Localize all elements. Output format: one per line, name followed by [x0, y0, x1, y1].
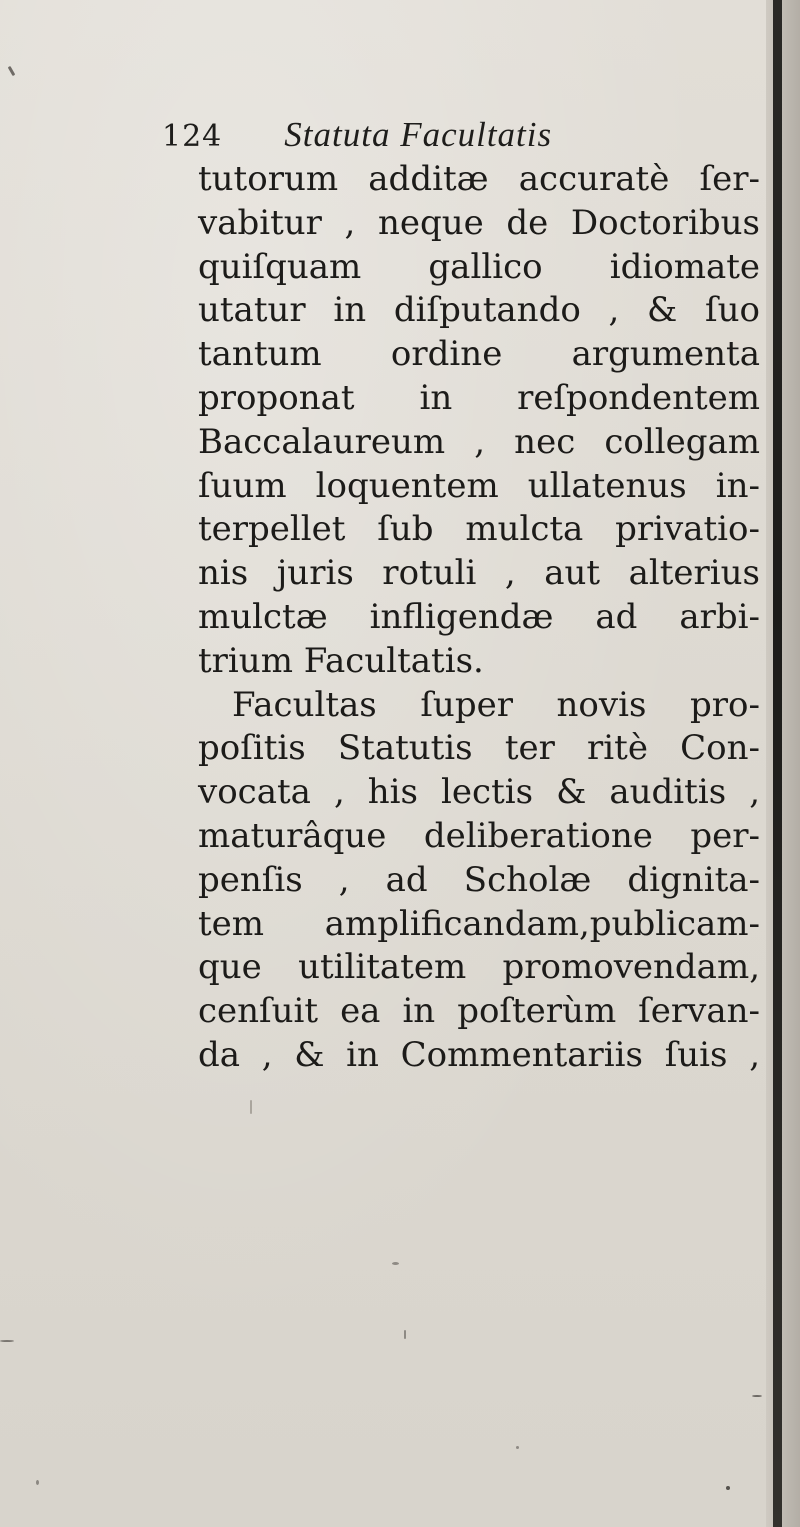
text-line: tutorum additæ accuratè ſer-: [198, 159, 760, 199]
text-line: tantum ordine argumenta: [198, 334, 760, 375]
gutter-shadow: [773, 0, 782, 1527]
body-text: [198, 158, 760, 1078]
text-line: proponat in reſpondentem: [198, 377, 760, 418]
text-line: maturâque deliberatione per-: [198, 815, 760, 856]
page-number: 124: [162, 119, 223, 154]
page-header: [162, 115, 552, 159]
binding-gutter: [766, 0, 800, 1527]
text-line: da , & in Commentariis ſuis ,: [198, 1034, 760, 1075]
text-line: vocata , his lectis & auditis ,: [198, 772, 760, 813]
text-line: nis juris rotuli , aut alterius: [198, 553, 760, 594]
text-line: poſitis Statutis ter ritè Con-: [198, 728, 760, 769]
paper-speck: [516, 1446, 519, 1449]
running-title: Statuta Facultatis: [284, 115, 553, 154]
paper-speck: [0, 1340, 14, 1342]
text-line: cenſuit ea in poſterùm ſervan-: [198, 991, 760, 1032]
paper-speck: [250, 1100, 252, 1114]
text-line: tem amplificandam,publicam-: [198, 903, 760, 944]
text-line: quiſquam gallico idiomate: [198, 246, 760, 287]
text-line: vabitur , neque de Doctoribus: [198, 202, 760, 243]
paper-speck: [36, 1480, 39, 1485]
paper-speck: [726, 1486, 730, 1490]
text-line: Baccalaureum , nec collegam: [198, 421, 760, 462]
text-line: que utilitatem promovendam,: [198, 947, 760, 988]
text-line: mulctæ infligendæ ad arbi-: [198, 596, 760, 637]
paper-speck: [752, 1395, 762, 1397]
paragraph-start-line: Facultas ſuper novis pro-: [232, 684, 760, 725]
paragraph-end-line: trium Facultatis.: [198, 640, 484, 681]
text-line: ſuum loquentem ullatenus in-: [198, 465, 760, 506]
text-line: terpellet ſub mulcta privatio-: [198, 509, 760, 550]
paper-speck: [404, 1330, 406, 1339]
text-line: utatur in diſputando , & ſuo: [198, 290, 760, 331]
paper-speck: [392, 1262, 399, 1265]
paper-speck: [8, 66, 16, 76]
text-line: penſis , ad Scholæ dignita-: [198, 859, 760, 900]
